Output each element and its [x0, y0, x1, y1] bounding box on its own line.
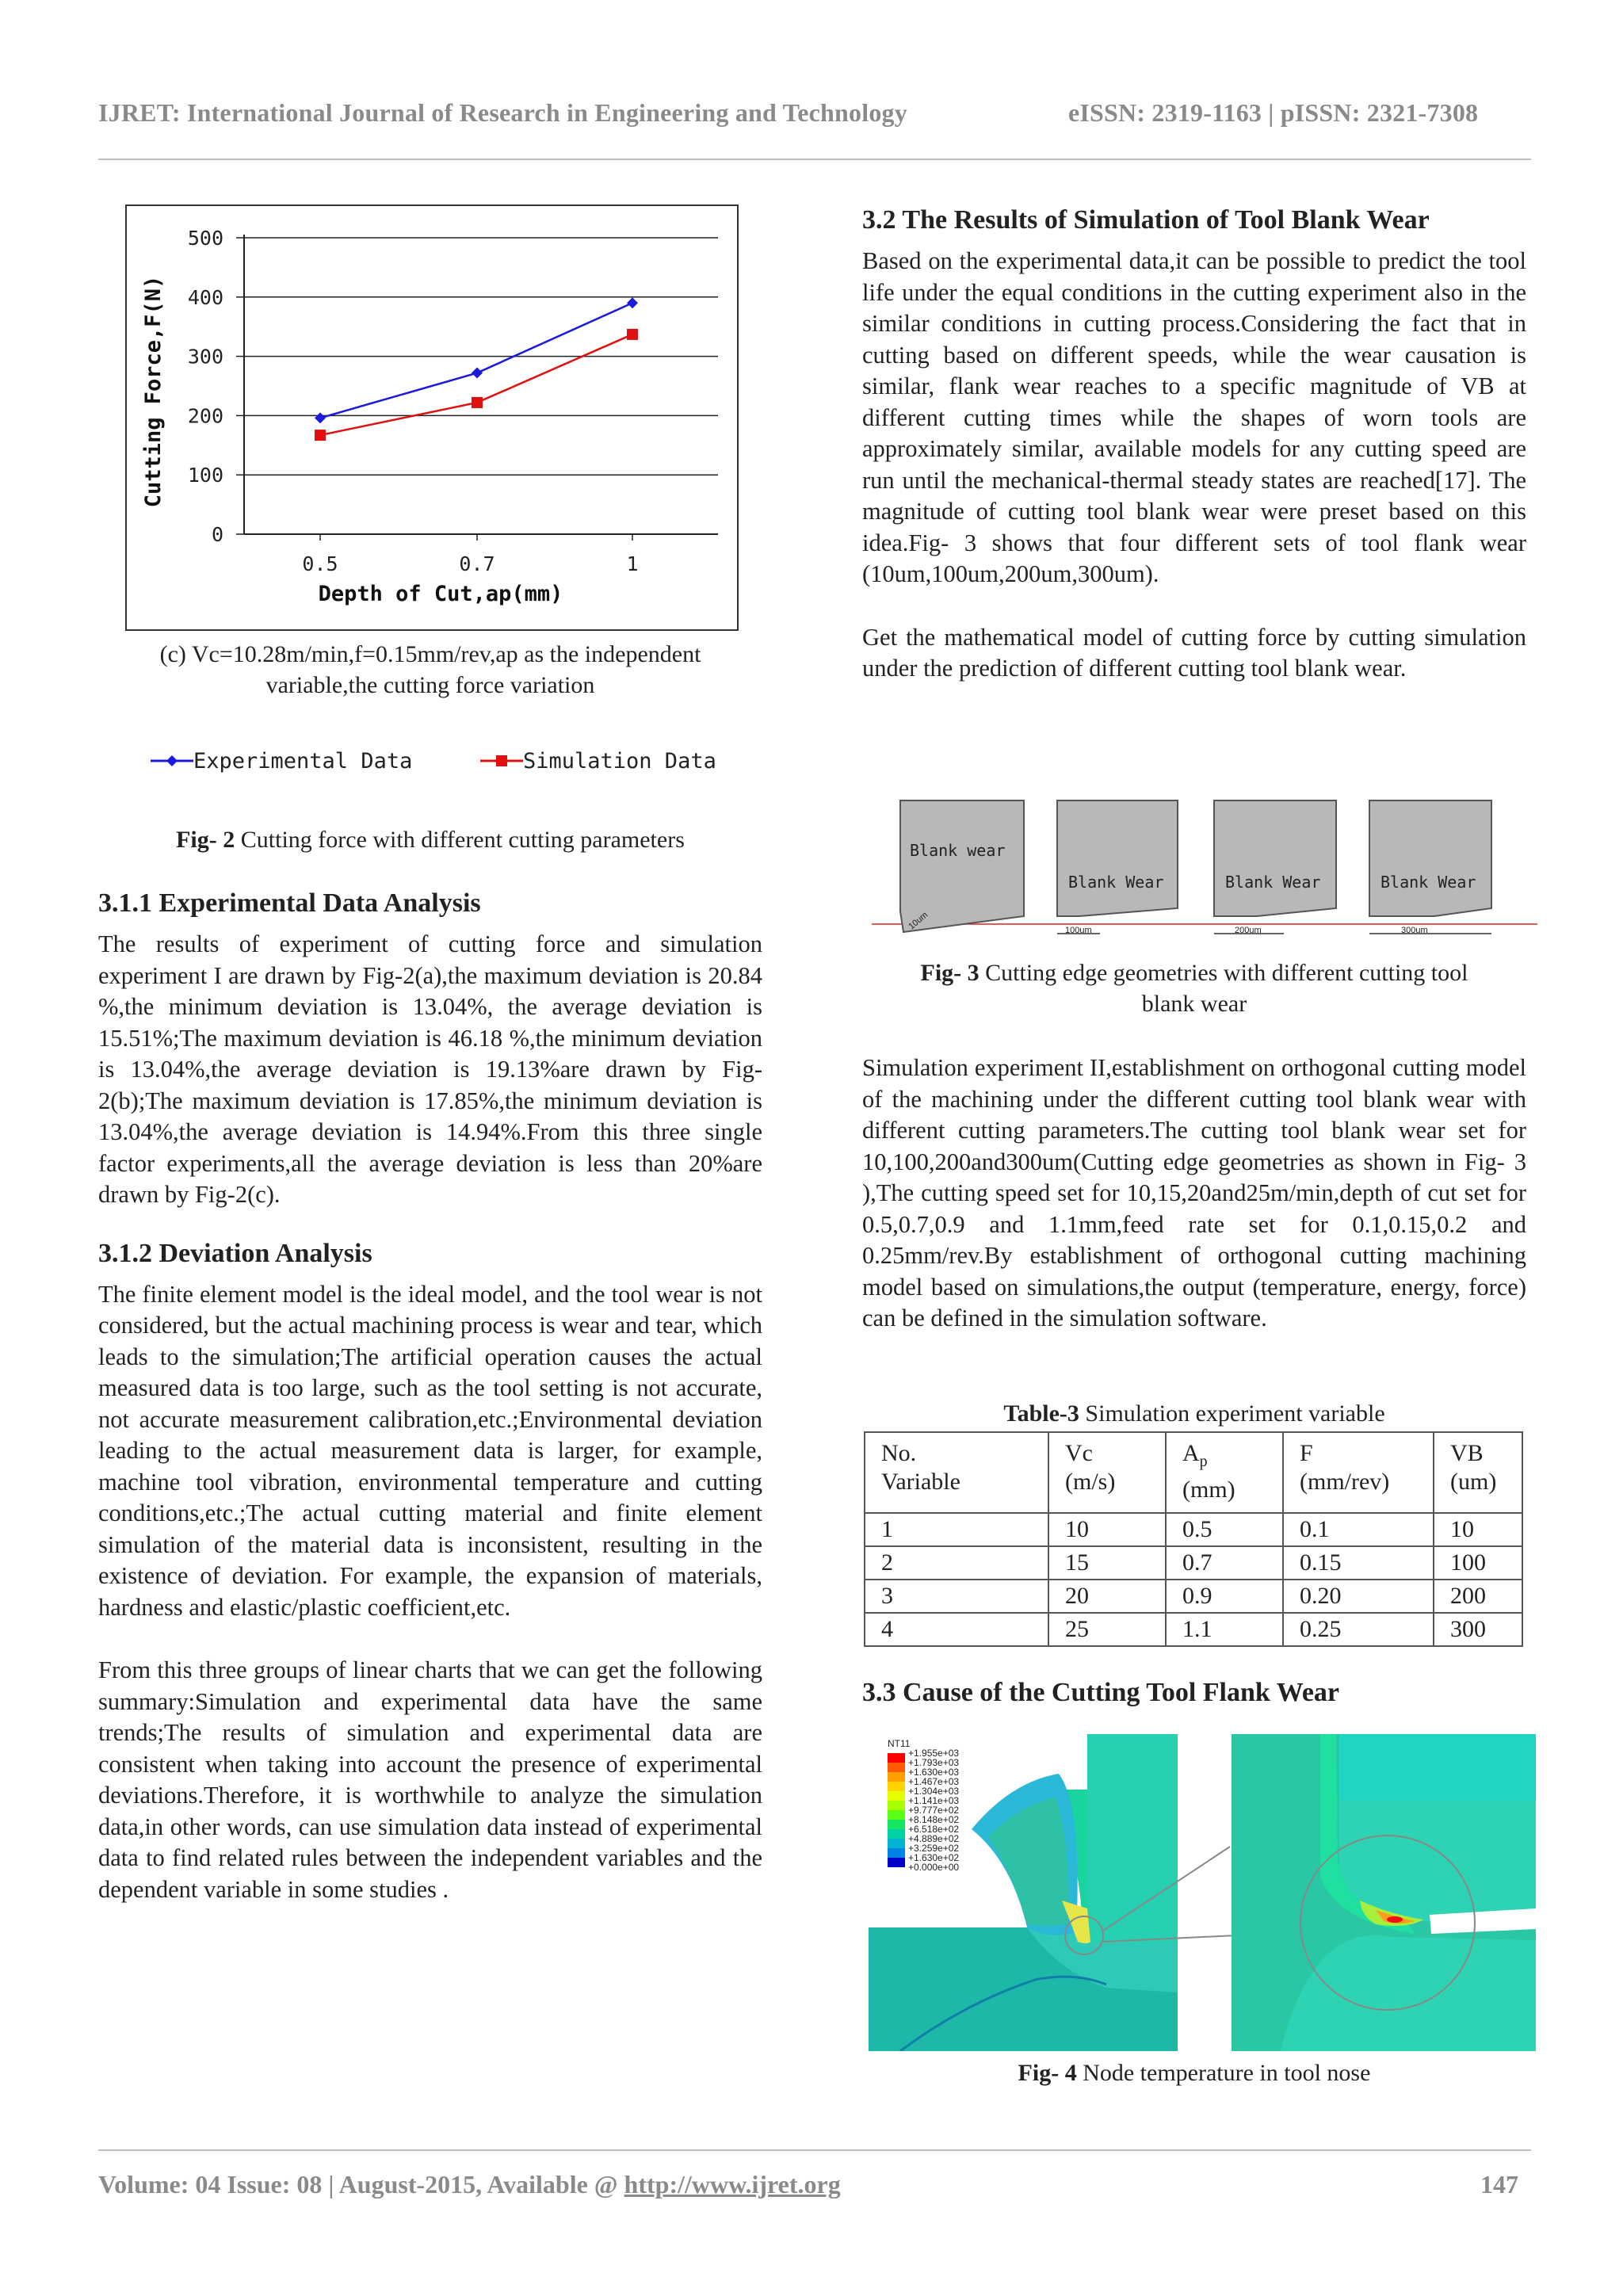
fig4-legend-value: +1.141e+03 [908, 1795, 960, 1806]
chart-y-tick-label: 500 [187, 227, 223, 250]
fig4-legend-value: +1.630e+02 [908, 1852, 960, 1863]
footer-rule [98, 2149, 1531, 2151]
fig2-subcaption [98, 639, 762, 701]
fig4-legend-title: NT11 [888, 1738, 911, 1749]
chart-y-tick-label: 100 [187, 464, 223, 487]
chart-legend [143, 740, 729, 781]
fig4-legend-swatch [888, 1772, 905, 1782]
section-32-p1: Based on the experimental data,it can be possible to predict the tool life under the equal conditions in the cutting experiment also in the similar conditions in cutting process.Considering the fact that in cutting based on different speeds, while the wear causation is similar, flank wear reaches to a specific magnitude of VB at different cutting times while the shapes of worn tools are approximately similar, available models for any cutting speed are run until the mechanical-thermal steady states are reached[17]. The magnitude of cutting tool blank wear were preset based on this idea.Fig- 3 shows that four different sets of tool flank wear (10um,100um,200um,300um). [862, 247, 1526, 587]
fig4-legend-swatch [888, 1858, 905, 1867]
table-row: 3 20 0.9 0.20 200 [865, 1580, 1522, 1613]
table-row: 1 10 0.5 0.1 10 [865, 1513, 1522, 1546]
table3-caption-text: Simulation experiment variable [1085, 1400, 1385, 1427]
fig2-subcaption-line2: variable,the cutting force variation [265, 672, 595, 698]
fig4-caption-text: Node temperature in tool nose [1083, 2060, 1371, 2086]
summary-paragraph: From this three groups of linear charts that we can get the following summary:Simulation and experimental data have the same trends;The results of simulation and experimental data are consistent when taking into account the presence of experimental deviations.Therefore, it is worthwhile to analyze the simulation data,in other words, can use simulation data instead of experimental data to find related rules between the independent variables and the dependent variable in some studies . [98, 1656, 762, 1903]
chart-point-simulation [627, 329, 638, 340]
fig4-legend-value: +1.304e+03 [908, 1786, 960, 1797]
fig2-caption [98, 824, 762, 855]
fig4-legend-value: +4.889e+02 [908, 1833, 960, 1844]
fig4-legend-value: +9.777e+02 [908, 1805, 960, 1816]
tool-1-dim: 10um [907, 910, 930, 932]
tool-4-label: Blank Wear [1381, 873, 1476, 892]
fig3-caption-text1: Cutting edge geometries with different cutting tool [985, 960, 1468, 986]
footer-volume: Volume: 04 Issue: 08 | August-2015, Available @ http://www.ijret.org [98, 2170, 841, 2199]
journal-link[interactable]: http://www.ijret.org [624, 2170, 841, 2199]
right-column-mid [862, 1052, 1526, 1335]
chart-y-tick-label: 200 [187, 404, 223, 428]
fig2-caption-label: Fig- 2 [176, 827, 235, 853]
fig3-caption-label: Fig- 3 [920, 960, 980, 986]
fig4-caption [862, 2057, 1526, 2088]
chart-x-tick-label: 0.7 [459, 552, 495, 575]
tool-blank-3 [1214, 800, 1336, 935]
table-header-cell: No. Variable [865, 1432, 1048, 1513]
tool-2-label: Blank Wear [1068, 873, 1164, 892]
fig4-legend-swatch [888, 1753, 905, 1763]
chart-y-tick-label: 400 [187, 285, 223, 309]
fig4-legend-value: +1.793e+03 [908, 1757, 960, 1768]
fig4-legend-swatch [888, 1829, 905, 1839]
tool-3-label: Blank Wear [1225, 873, 1321, 892]
section-33-title: 3.3 Cause of the Cutting Tool Flank Wear [862, 1678, 1340, 1707]
table-row: 4 25 1.1 0.25 300 [865, 1613, 1522, 1646]
chart-point-simulation [472, 397, 483, 408]
simulation-variable-table [864, 1431, 1523, 1647]
fig4-legend-value: +8.148e+02 [908, 1814, 960, 1825]
legend-simulation: Simulation Data [523, 749, 716, 774]
fig4-temperature-simulation [869, 1734, 1536, 2051]
tool-3-dim: 200um [1235, 926, 1262, 935]
fig4-legend-value: +0.000e+00 [908, 1862, 960, 1873]
tool-blank-2 [1057, 800, 1178, 935]
fig4-legend-swatch [888, 1820, 905, 1829]
fig2-subcaption-line1: (c) Vc=10.28m/min,f=0.15mm/rev,ap as the independent [159, 641, 701, 667]
tool-2-dim: 100um [1065, 926, 1092, 935]
table-row: 2 15 0.7 0.15 100 [865, 1546, 1522, 1580]
fig4-legend-swatch [888, 1839, 905, 1848]
right-column-bottom [862, 1675, 1526, 1710]
tool-1-label: Blank wear [910, 841, 1006, 860]
page-number: 147 [1480, 2170, 1518, 2199]
section-32-p2: Get the mathematical model of cutting force by cutting simulation under the prediction of different cutting tool blank wear. [862, 623, 1526, 682]
legend-diamond-icon [166, 755, 178, 766]
section-32-p3: Simulation experiment II,establishment on orthogonal cutting model of the machining under the different cutting tool blank wear with different cutting parameters.The cutting tool blank wear set for 10,100,200and300um(Cutting edge geometries as shown in Fig- 3 ),The cutting speed set for 10,15,20and25m/min,depth of cut set for 0.5,0.7,0.9 and 1.1mm,feed rate set for 0.1,0.15,0.2 and 0.25mm/rev.By establishment of orthogonal cutting machining model based on simulations,the output (temperature, energy, force) can be defined in the simulation software. [862, 1054, 1526, 1331]
chart-y-tick-label: 300 [187, 345, 223, 369]
table-header-cell: F (mm/rev) [1283, 1432, 1434, 1513]
section-311-body: The results of experiment of cutting force and simulation experiment I are drawn by Fig-2(a),the maximum deviation is 20.84 %,the minimum deviation is 13.04%, the average deviation is 15.51%;The maximum deviation is 46.18 %,the minimum deviation is 13.04%,the average deviation is 19.13%are drawn by Fig-2(b);The maximum deviation is 17.85%,the minimum deviation is 13.04%,the average deviation is 14.94%.From this three single factor experiments,all the average deviation is less than 20%are drawn by Fig-2(c). [98, 930, 762, 1208]
fig2-caption-text: Cutting force with different cutting parameters [240, 827, 685, 853]
cutting-force-chart [125, 204, 740, 632]
table-header-row [865, 1432, 1522, 1513]
chart-point-simulation [315, 430, 326, 441]
legend-square-icon [496, 755, 507, 766]
fig4-legend-swatch [888, 1763, 905, 1772]
tool-4-dim: 300um [1401, 926, 1428, 935]
table-header-cell: Vc (m/s) [1048, 1432, 1166, 1513]
right-column-top [862, 203, 1526, 685]
journal-title: IJRET: International Journal of Research in Engineering and Technology [98, 98, 907, 127]
fig4-legend-value: +3.259e+02 [908, 1843, 960, 1854]
chart-x-axis-label: Depth of Cut,ap(mm) [318, 582, 563, 606]
fig4-legend-swatch [888, 1791, 905, 1801]
fig4-left-panel [869, 1734, 1236, 2051]
fig4-caption-label: Fig- 4 [1018, 2060, 1077, 2086]
chart-y-axis-label: Cutting Force,F(N) [141, 275, 166, 508]
fig4-legend-swatch [888, 1782, 905, 1791]
fig4-legend-swatch [888, 1801, 905, 1810]
tool-blank-4 [1369, 800, 1491, 935]
chart-y-tick-label: 0 [211, 523, 223, 546]
fig4-right-panel [1232, 1734, 1536, 2051]
table3-caption [862, 1398, 1526, 1429]
chart-x-tick-label: 0.5 [302, 552, 338, 575]
tool-blank-1 [900, 800, 1024, 932]
header-rule [98, 159, 1531, 160]
table-header-cell: $A_p$ (mm) [1166, 1432, 1283, 1513]
section-312-body: The finite element model is the ideal model, and the tool wear is not considered, but the actual machining process is wear and tear, which leads to the simulation;The artificial operation causes the actual measured data is too large, such as the tool setting is not accurate, not accurate measurement calibration,etc.;Environmental deviation leading to the actual measurement data is larger, for example, machine tool vibration, environmental temperature and cutting conditions,etc.;The actual cutting material and finite element simulation of the material data is inconsistent, resulting in the existence of deviation. For example, the expansion of materials, hardness and elastic/plastic coefficient,etc. [98, 1280, 762, 1621]
left-column [98, 886, 762, 1905]
issn-info: eISSN: 2319-1163 | pISSN: 2321-7308 [1068, 98, 1479, 127]
table3-caption-label: Table-3 [1003, 1400, 1079, 1427]
fig4-legend-value: +1.630e+03 [908, 1767, 960, 1778]
fig3-caption-text2: blank wear [1141, 991, 1247, 1017]
chart-x-tick-label: 1 [626, 552, 639, 575]
fig4-legend-swatch [888, 1810, 905, 1820]
fig4-legend-value: +6.518e+02 [908, 1824, 960, 1835]
fig4-legend-value: +1.467e+03 [908, 1776, 960, 1787]
fig3-tool-geometries [872, 793, 1537, 951]
legend-experimental: Experimental Data [193, 749, 413, 774]
fig4-legend-value: +1.955e+03 [908, 1748, 960, 1759]
section-312-title: 3.1.2 Deviation Analysis [98, 1238, 372, 1268]
fig3-caption [862, 957, 1526, 1019]
section-311-title: 3.1.1 Experimental Data Analysis [98, 888, 481, 918]
table-header-cell: VB (um) [1434, 1432, 1522, 1513]
section-32-title: 3.2 The Results of Simulation of Tool Blank Wear [862, 205, 1430, 235]
fig4-legend-swatch [888, 1848, 905, 1858]
